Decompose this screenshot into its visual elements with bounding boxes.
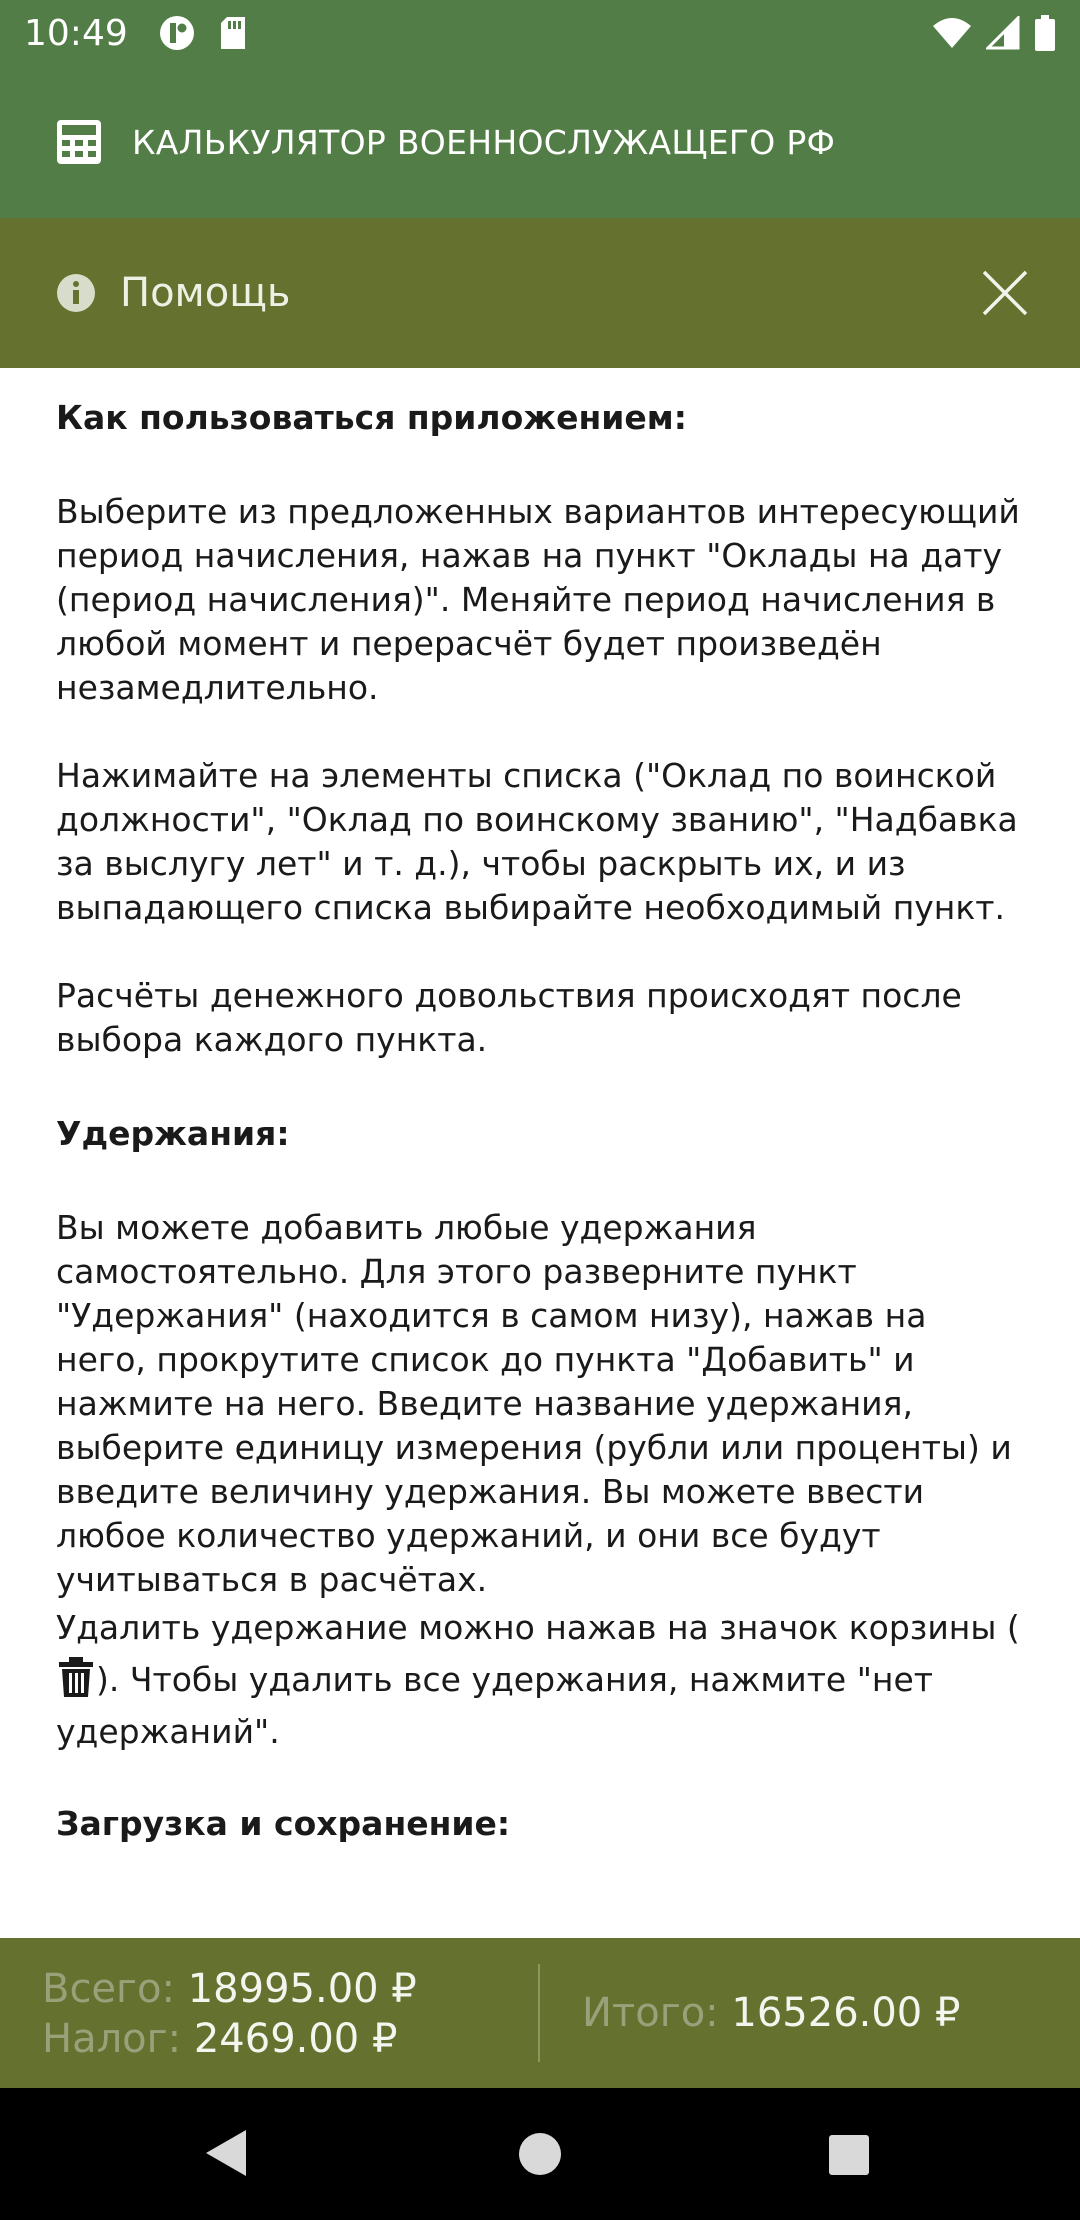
result-label: Итого: bbox=[582, 1990, 719, 2036]
close-button[interactable] bbox=[980, 268, 1030, 318]
help-paragraph-5-after: ). Чтобы удалить все удержания, нажмите "нет удержаний". bbox=[56, 1660, 934, 1751]
summary-left bbox=[42, 1964, 417, 2064]
status-right-icons bbox=[932, 15, 1056, 51]
tax-value: 2469.00 ₽ bbox=[193, 2016, 398, 2062]
total-label: Всего: bbox=[42, 1966, 176, 2012]
app-title: КАЛЬКУЛЯТОР ВОЕННОСЛУЖАЩЕГО РФ bbox=[132, 122, 836, 162]
navigation-bar bbox=[0, 2088, 1080, 2220]
app-notification-icon bbox=[158, 14, 196, 52]
help-paragraph-5-before: Удалить удержание можно нажав на значок корзины ( bbox=[56, 1608, 1020, 1647]
help-paragraph-2: Нажимайте на элементы списка ("Оклад по воинской должности", "Оклад по воинскому званию", "Надбавка за выслугу лет" и т. д.), чтобы раскрыть их, и из выпадающего списка выбирайте необходимый пункт. bbox=[56, 756, 1018, 927]
help-paragraph-1: Выберите из предложенных вариантов интересующий период начисления, нажав на пункт "Оклады на дату (период начисления)". Меняйте период начисления в любой момент и перерасчёт будет произведён незамедлительно. bbox=[56, 492, 1020, 707]
help-content[interactable] bbox=[0, 368, 1080, 1938]
signal-icon bbox=[986, 16, 1020, 50]
status-time: 10:49 bbox=[24, 12, 128, 54]
tax-label: Налог: bbox=[42, 2016, 182, 2062]
wifi-icon bbox=[932, 16, 972, 50]
result-value: 16526.00 ₽ bbox=[731, 1990, 961, 2036]
help-paragraph-3: Расчёты денежного довольствия происходят после выбора каждого пункта. bbox=[56, 976, 962, 1059]
tax-line bbox=[42, 2014, 417, 2064]
trash-icon bbox=[56, 1655, 96, 1699]
help-paragraph-5 bbox=[56, 1602, 1024, 1758]
section-title-usage: Как пользоваться приложением: bbox=[56, 398, 687, 437]
total-line bbox=[42, 1964, 417, 2014]
app-bar bbox=[0, 66, 1080, 218]
summary-divider bbox=[538, 1964, 540, 2062]
recents-icon bbox=[828, 2134, 870, 2176]
section-title-deductions: Удержания: bbox=[56, 1114, 290, 1153]
sd-card-icon bbox=[218, 15, 248, 51]
info-icon bbox=[56, 273, 96, 313]
close-icon bbox=[980, 268, 1030, 318]
status-bar bbox=[0, 0, 1080, 66]
calculator-icon bbox=[56, 119, 102, 165]
section-title-load-save: Загрузка и сохранение: bbox=[56, 1804, 511, 1843]
back-button[interactable] bbox=[204, 2128, 248, 2182]
recents-button[interactable] bbox=[828, 2134, 870, 2180]
help-paragraph-4: Вы можете добавить любые удержания самостоятельно. Для этого разверните пункт "Удержания" (находится в самом низу), нажав на него, прокрутите список до пункта "Добавить" и нажмите на него. Введите название удержания, выберите единицу измерения (рубли или проценты) и введите величину удержания. Вы можете ввести любое количество удержаний, и они все будут учитываться в расчётах. bbox=[56, 1208, 1012, 1599]
battery-icon bbox=[1034, 15, 1056, 51]
status-left-icons bbox=[158, 14, 248, 52]
help-header bbox=[0, 218, 1080, 368]
home-button[interactable] bbox=[518, 2132, 562, 2180]
total-value: 18995.00 ₽ bbox=[187, 1966, 417, 2012]
help-title: Помощь bbox=[120, 270, 291, 316]
summary-bar bbox=[0, 1938, 1080, 2088]
home-icon bbox=[518, 2132, 562, 2176]
back-icon bbox=[204, 2128, 248, 2178]
result-line bbox=[582, 1988, 960, 2038]
